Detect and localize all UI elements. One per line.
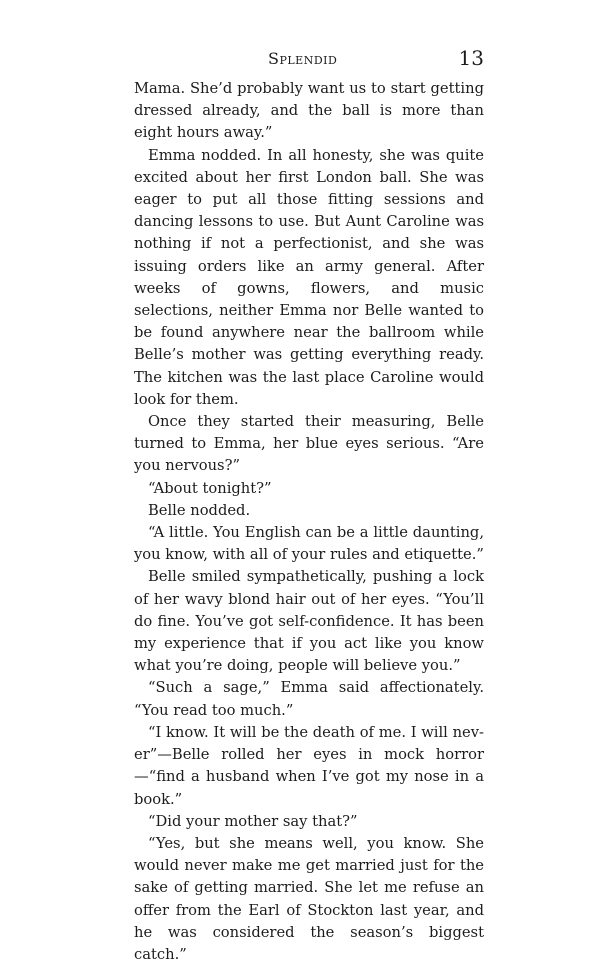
paragraph: Belle smiled sympathetically, pushing a lock of her wavy blond hair out of her eyes. “You’ll do fine. You’ve got self-confidence. It has been my experience that if you act like you know what you’re doing, people will believe you.” (134, 568, 484, 675)
paragraph: “Did your mother say that?” (148, 812, 358, 830)
paragraph: “Such a sage,” Emma said affectionately. “You read too much.” (134, 679, 484, 719)
body-text (134, 78, 484, 966)
page-number: 13 (458, 46, 484, 70)
paragraph: Belle nodded. (148, 501, 251, 519)
paragraph: “Yes, but she means well, you know. She would never make me get married just for the sake of getting married. She let me refuse an offer from the Earl of Stockton last year, and he was considered the season’s biggest catch.” (134, 834, 484, 963)
running-title: Splendid (268, 49, 338, 68)
paragraph: Emma nodded. In all honesty, she was quite excited about her first London ball. She was eager to put all those fitting sessions and dancing lessons to use. But Aunt Caroline was nothing if not a perfectionist, and she was issuing orders like an army general. After weeks of gowns, flowers, and music selections, neither Emma nor Belle wanted to be found anywhere near the ballroom while Belle’s mother was getting everything ready. The kitchen was the last place Caroline would look for them. (134, 146, 484, 408)
paragraph: “A little. You English can be a little daunting, you know, with all of your rules and etiquette.” (134, 524, 484, 564)
book-page (134, 46, 484, 966)
paragraph: “I know. It will be the death of me. I will never”—Belle rolled her eyes in mock horror—“find a husband when I’ve got my nose in a book.” (134, 723, 484, 808)
page-header (134, 46, 484, 76)
paragraph: Once they started their measuring, Belle turned to Emma, her blue eyes serious. “Are you nervous?” (134, 413, 484, 475)
paragraph: “About tonight?” (148, 479, 272, 497)
paragraph: Mama. She’d probably want us to start getting dressed already, and the ball is more than eight hours away.” (134, 80, 484, 142)
